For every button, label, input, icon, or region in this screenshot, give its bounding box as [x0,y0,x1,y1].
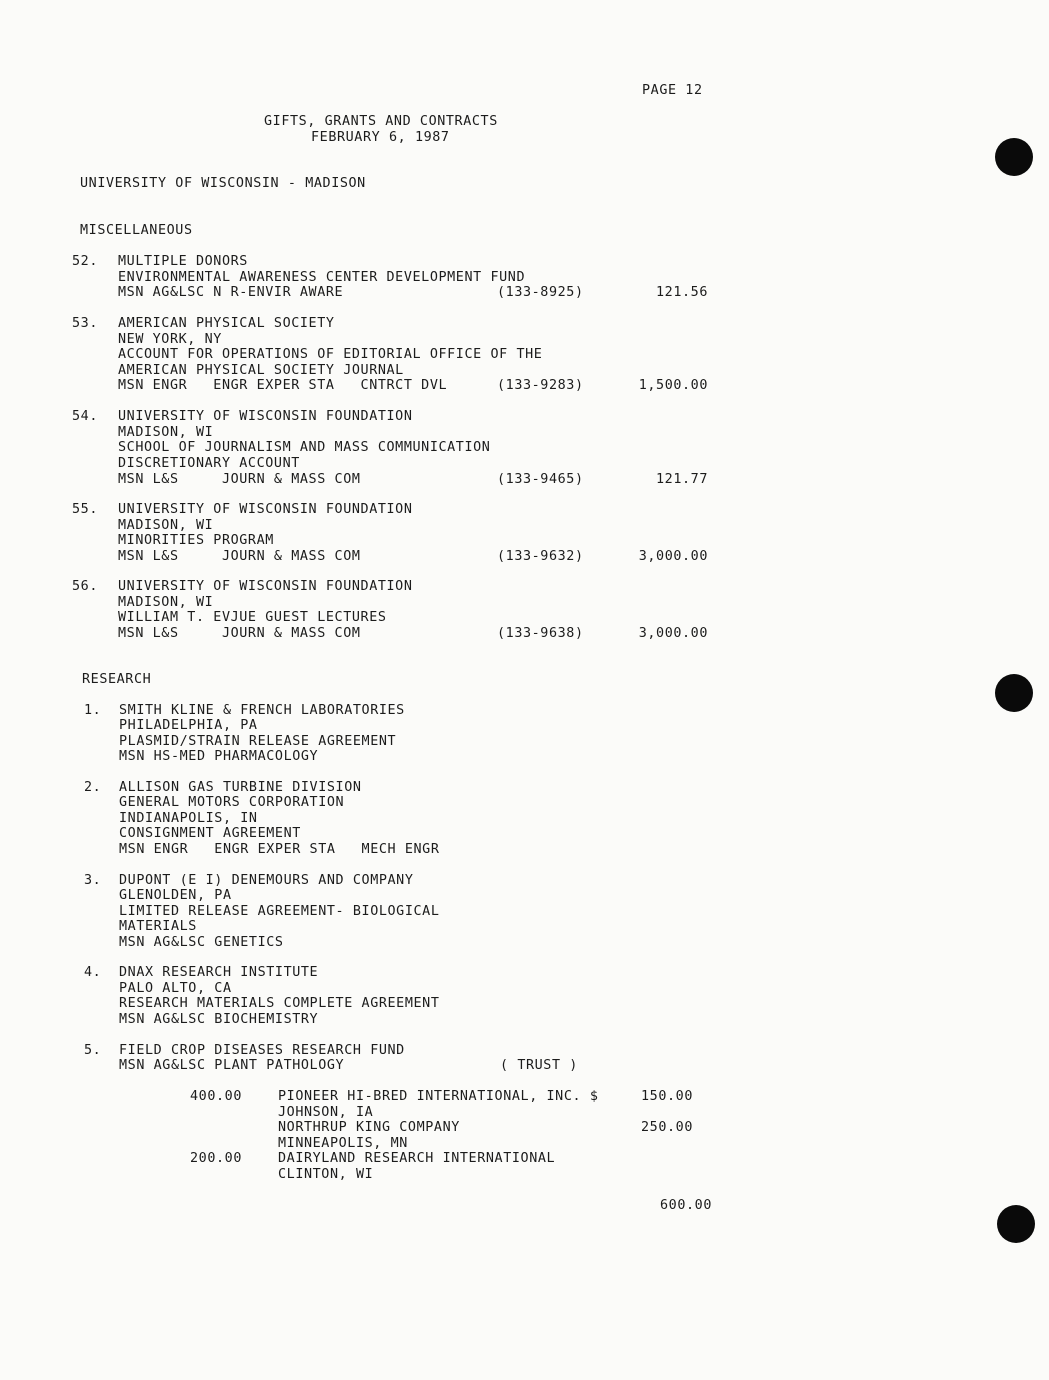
item-line: WILLIAM T. EVJUE GUEST LECTURES [118,610,387,625]
item-line: SMITH KLINE & FRENCH LABORATORIES [119,703,405,718]
item-line: GENERAL MOTORS CORPORATION [119,795,345,810]
institution-name: UNIVERSITY OF WISCONSIN - MADISON [80,176,366,191]
item-line: MULTIPLE DONORS [118,254,248,269]
item-line: MSN AG&LSC N R-ENVIR AWARE [118,285,344,300]
item-line: PLASMID/STRAIN RELEASE AGREEMENT [119,734,397,749]
item-line: FIELD CROP DISEASES RESEARCH FUND [119,1043,405,1058]
item-number: 1. [84,703,102,718]
item-line: DUPONT (E I) DENEMOURS AND COMPANY [119,873,414,888]
donor-left-amount: 200.00 [190,1151,242,1166]
item-line: MSN HS-MED PHARMACOLOGY [119,749,319,764]
item-line: UNIVERSITY OF WISCONSIN FOUNDATION [118,579,413,594]
item-line: MSN ENGR ENGR EXPER STA MECH ENGR [119,842,440,857]
item-amount: 121.56 [656,285,708,300]
item-line: NEW YORK, NY [118,332,222,347]
item-line: SCHOOL OF JOURNALISM AND MASS COMMUNICATION [118,440,491,455]
account-code: (133-9638) [497,626,584,641]
item-amount: 3,000.00 [638,626,708,641]
item-line: AMERICAN PHYSICAL SOCIETY [118,316,335,331]
account-code: (133-9465) [497,472,584,487]
item-line: MSN AG&LSC GENETICS [119,935,284,950]
document-title: GIFTS, GRANTS AND CONTRACTS [264,114,498,129]
donor-right-amount: 150.00 [641,1089,693,1104]
trust-code: ( TRUST ) [500,1058,578,1073]
research-total: 600.00 [660,1198,712,1213]
item-number: 54. [72,409,98,424]
item-line: UNIVERSITY OF WISCONSIN FOUNDATION [118,502,413,517]
item-number: 52. [72,254,98,269]
donor-location: CLINTON, WI [278,1167,374,1182]
item-line: MSN L&S JOURN & MASS COM [118,472,361,487]
item-line: MSN ENGR ENGR EXPER STA CNTRCT DVL [118,378,448,393]
item-line: CONSIGNMENT AGREEMENT [119,826,301,841]
donor-name: NORTHRUP KING COMPANY [278,1120,460,1135]
item-amount: 1,500.00 [638,378,708,393]
item-line: AMERICAN PHYSICAL SOCIETY JOURNAL [118,363,404,378]
item-line: RESEARCH MATERIALS COMPLETE AGREEMENT [119,996,440,1011]
donor-location: JOHNSON, IA [278,1105,374,1120]
account-code: (133-8925) [497,285,584,300]
item-line: ACCOUNT FOR OPERATIONS OF EDITORIAL OFFICE OF THE [118,347,543,362]
item-line: LIMITED RELEASE AGREEMENT- BIOLOGICAL [119,904,440,919]
item-line: MADISON, WI [118,425,214,440]
punch-hole-top [995,138,1033,176]
item-amount: 121.77 [656,472,708,487]
item-line: GLENOLDEN, PA [119,888,232,903]
item-line: MADISON, WI [118,518,214,533]
item-line: MADISON, WI [118,595,214,610]
section-heading-research: RESEARCH [82,672,152,687]
donor-name: PIONEER HI-BRED INTERNATIONAL, INC. $ [278,1089,599,1104]
item-line: PHILADELPHIA, PA [119,718,258,733]
item-line: MSN AG&LSC PLANT PATHOLOGY [119,1058,345,1073]
page-number: PAGE 12 [642,83,703,98]
donor-location: MINNEAPOLIS, MN [278,1136,408,1151]
punch-hole-middle [995,674,1033,712]
item-number: 55. [72,502,98,517]
item-line: MSN L&S JOURN & MASS COM [118,626,361,641]
item-number: 53. [72,316,98,331]
item-amount: 3,000.00 [638,549,708,564]
item-line: ALLISON GAS TURBINE DIVISION [119,780,362,795]
account-code: (133-9283) [497,378,584,393]
item-number: 5. [84,1043,102,1058]
section-heading-miscellaneous: MISCELLANEOUS [80,223,193,238]
account-code: (133-9632) [497,549,584,564]
punch-hole-bottom [997,1205,1035,1243]
item-line: MSN L&S JOURN & MASS COM [118,549,361,564]
item-number: 56. [72,579,98,594]
item-line: DISCRETIONARY ACCOUNT [118,456,300,471]
item-line: INDIANAPOLIS, IN [119,811,258,826]
item-line: DNAX RESEARCH INSTITUTE [119,965,319,980]
item-line: MATERIALS [119,919,197,934]
item-number: 2. [84,780,102,795]
item-line: UNIVERSITY OF WISCONSIN FOUNDATION [118,409,413,424]
item-number: 4. [84,965,102,980]
donor-left-amount: 400.00 [190,1089,242,1104]
item-line: MINORITIES PROGRAM [118,533,274,548]
donor-name: DAIRYLAND RESEARCH INTERNATIONAL [278,1151,556,1166]
document-date: FEBRUARY 6, 1987 [311,130,450,145]
item-line: MSN AG&LSC BIOCHEMISTRY [119,1012,319,1027]
item-line: ENVIRONMENTAL AWARENESS CENTER DEVELOPMENT FUND [118,270,526,285]
item-number: 3. [84,873,102,888]
item-line: PALO ALTO, CA [119,981,232,996]
donor-right-amount: 250.00 [641,1120,693,1135]
